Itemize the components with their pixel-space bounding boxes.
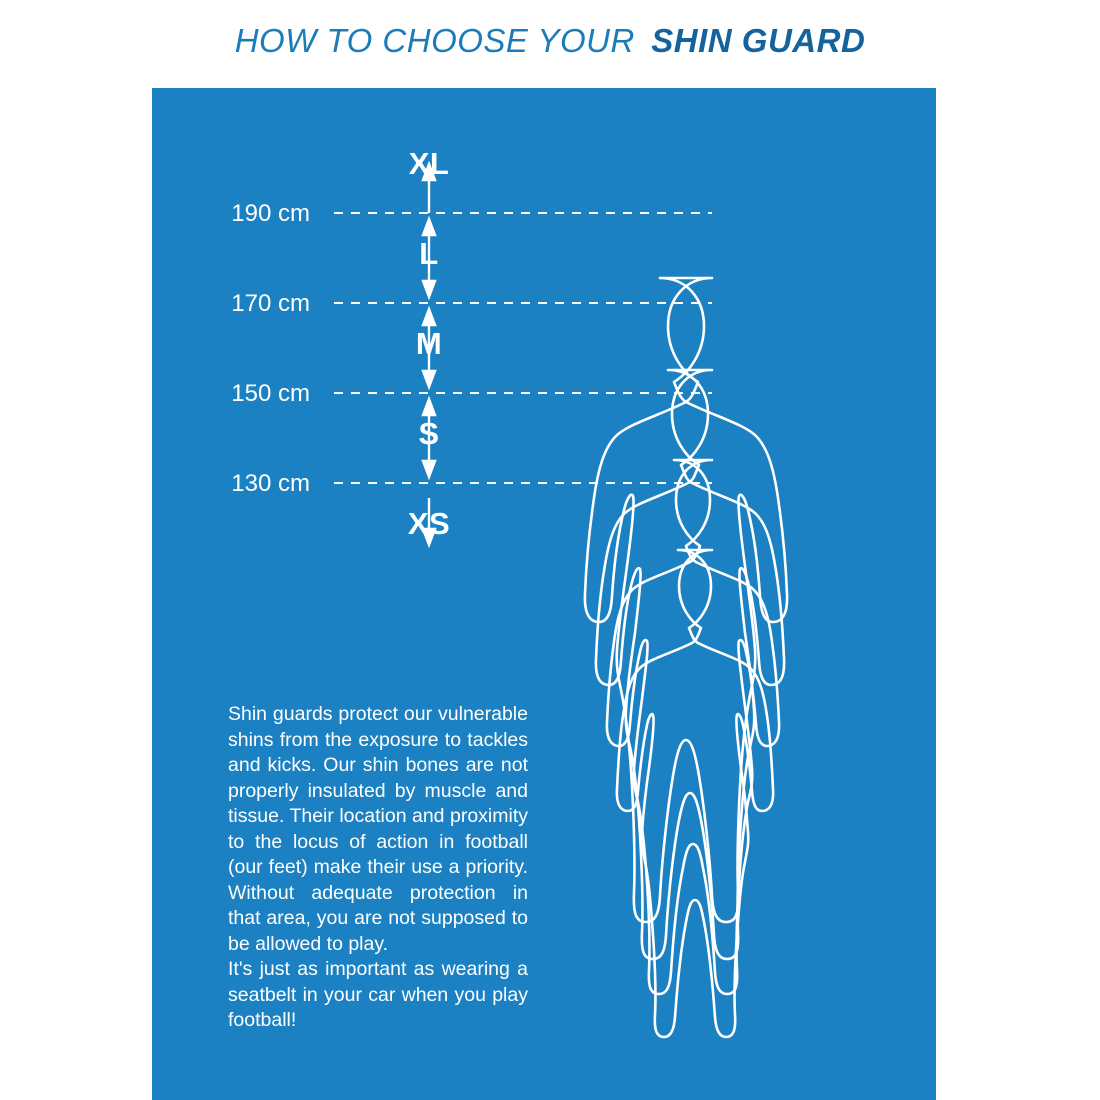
threshold-label-190: 190 cm (231, 200, 310, 227)
size-label-l: L (419, 236, 439, 271)
size-label-m: M (415, 326, 443, 361)
arrow-s-head-up (423, 399, 435, 415)
page-title (0, 22, 1100, 60)
blue-panel (152, 88, 936, 1100)
size-label-s: S (418, 416, 440, 451)
description-paragraph-1: Shin guards protect our vulnerable shins from the exposure to tackles and kicks. Our shin bones are not properly insulated by muscle and tissue. Their location and proximity to the locus of action in football (our feet) make their use a priority. Without adequate protection in that area, you are not supposed to be allowed to play. (228, 703, 528, 955)
arrow-l-head-up (423, 219, 435, 235)
description-text (228, 702, 528, 1034)
arrow-m-head-up (423, 309, 435, 325)
arrow-m-head-down (423, 371, 435, 387)
arrow-s-head-down (423, 461, 435, 477)
nested-body-outlines (512, 88, 936, 1100)
arrow-l-head-down (423, 281, 435, 297)
title-light-part: HOW TO CHOOSE YOUR (234, 22, 635, 59)
size-label-xs: XS (407, 506, 451, 541)
threshold-label-150: 150 cm (231, 380, 310, 407)
title-bold-part: SHIN GUARD (651, 22, 866, 59)
size-label-xl: XL (408, 146, 450, 181)
threshold-label-130: 130 cm (231, 470, 310, 497)
description-paragraph-2: It's just as important as wearing a seatbelt in your car when you play football! (228, 958, 528, 1031)
threshold-label-170: 170 cm (231, 290, 310, 317)
